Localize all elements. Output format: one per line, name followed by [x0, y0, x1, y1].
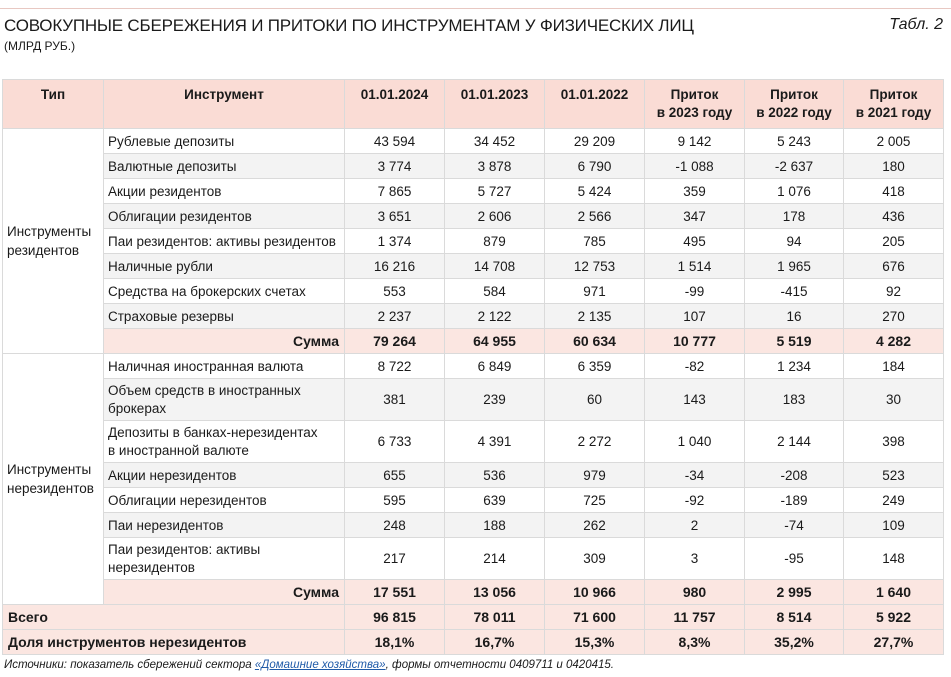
share-value: 15,3% — [545, 630, 645, 655]
top-rule — [0, 8, 951, 9]
value-cell: 2 — [645, 513, 745, 538]
col-header-inflow-2021 — [844, 80, 944, 129]
value-cell: -208 — [745, 463, 844, 488]
instrument-line2: брокерах — [108, 400, 167, 416]
total-value: 96 815 — [345, 605, 445, 630]
value-cell: -99 — [645, 279, 745, 304]
sum-value: 79 264 — [345, 329, 445, 354]
instrument-cell — [104, 421, 345, 463]
instrument-line1: Паи резидентов: активы — [108, 541, 261, 557]
value-cell: -415 — [745, 279, 844, 304]
instrument-cell: Наличная иностранная валюта — [104, 354, 345, 379]
value-cell: 2 135 — [545, 304, 645, 329]
value-cell: 14 708 — [445, 254, 545, 279]
share-value: 35,2% — [745, 630, 844, 655]
col-header-inflow-2023 — [645, 80, 745, 129]
table-row — [3, 354, 944, 379]
instrument-cell: Акции нерезидентов — [104, 463, 345, 488]
source-link[interactable]: «Домашние хозяйства» — [254, 659, 386, 671]
value-cell: 180 — [844, 154, 944, 179]
instrument-cell: Облигации нерезидентов — [104, 488, 345, 513]
value-cell: 553 — [345, 279, 445, 304]
sum-value: 2 995 — [745, 580, 844, 605]
table-row — [3, 179, 944, 204]
sum-value: 10 777 — [645, 329, 745, 354]
total-value: 78 011 — [445, 605, 545, 630]
value-cell: 3 878 — [445, 154, 545, 179]
type-label-line2: резидентов — [7, 243, 80, 258]
share-value: 27,7% — [844, 630, 944, 655]
value-cell: 979 — [545, 463, 645, 488]
table-subtitle: (МЛРД РУБ.) — [4, 39, 76, 53]
col-header-inflow-2022-l2: в 2022 году — [756, 105, 832, 120]
sum-row-residents — [3, 329, 944, 354]
value-cell: 523 — [844, 463, 944, 488]
value-cell: 8 722 — [345, 354, 445, 379]
instrument-line2: в иностранной валюте — [108, 442, 249, 458]
value-cell: 60 — [545, 379, 645, 421]
table-row — [3, 279, 944, 304]
value-cell: 584 — [445, 279, 545, 304]
instrument-cell: Средства на брокерских счетах — [104, 279, 345, 304]
value-cell: 178 — [745, 204, 844, 229]
value-cell: 2 144 — [745, 421, 844, 463]
col-header-inflow-2021-l1: Приток — [869, 87, 918, 102]
sum-value: 4 282 — [844, 329, 944, 354]
value-cell: 262 — [545, 513, 645, 538]
instrument-cell: Акции резидентов — [104, 179, 345, 204]
sum-label: Сумма — [104, 580, 345, 605]
value-cell: 270 — [844, 304, 944, 329]
col-header-2023: 01.01.2023 — [445, 80, 545, 129]
value-cell: 29 209 — [545, 129, 645, 154]
value-cell: -1 088 — [645, 154, 745, 179]
value-cell: -34 — [645, 463, 745, 488]
type-cell-residents — [3, 129, 104, 354]
value-cell: 217 — [345, 538, 445, 580]
value-cell: 639 — [445, 488, 545, 513]
value-cell: 92 — [844, 279, 944, 304]
value-cell: 495 — [645, 229, 745, 254]
share-value: 16,7% — [445, 630, 545, 655]
table-title: СОВОКУПНЫЕ СБЕРЕЖЕНИЯ И ПРИТОКИ ПО ИНСТРУМЕНТАМ У ФИЗИЧЕСКИХ ЛИЦ — [4, 16, 694, 35]
total-value: 11 757 — [645, 605, 745, 630]
value-cell: 1 076 — [745, 179, 844, 204]
value-cell: 1 374 — [345, 229, 445, 254]
instrument-line2: нерезидентов — [108, 559, 195, 575]
value-cell: 1 965 — [745, 254, 844, 279]
value-cell: 5 243 — [745, 129, 844, 154]
col-header-instrument: Инструмент — [104, 80, 345, 129]
instrument-cell: Рублевые депозиты — [104, 129, 345, 154]
sum-value: 13 056 — [445, 580, 545, 605]
value-cell: 5 727 — [445, 179, 545, 204]
value-cell: 1 514 — [645, 254, 745, 279]
source-prefix: Источники: показатель сбережений сектора — [4, 659, 255, 671]
table-row — [3, 154, 944, 179]
value-cell: 359 — [645, 179, 745, 204]
table-row — [3, 421, 944, 463]
instrument-line1: Депозиты в банках-нерезидентах — [108, 424, 318, 440]
table-row — [3, 379, 944, 421]
share-value: 8,3% — [645, 630, 745, 655]
value-cell: 12 753 — [545, 254, 645, 279]
value-cell: 879 — [445, 229, 545, 254]
table-row — [3, 513, 944, 538]
total-value: 5 922 — [844, 605, 944, 630]
value-cell: 3 774 — [345, 154, 445, 179]
value-cell: -92 — [645, 488, 745, 513]
value-cell: 248 — [345, 513, 445, 538]
value-cell: 205 — [844, 229, 944, 254]
share-value: 18,1% — [345, 630, 445, 655]
table-row — [3, 204, 944, 229]
value-cell: 6 733 — [345, 421, 445, 463]
instrument-line1: Объем средств в иностранных — [108, 382, 301, 398]
instrument-cell: Облигации резидентов — [104, 204, 345, 229]
instrument-cell: Валютные депозиты — [104, 154, 345, 179]
value-cell: 655 — [345, 463, 445, 488]
value-cell: 9 142 — [645, 129, 745, 154]
value-cell: 2 237 — [345, 304, 445, 329]
value-cell: 785 — [545, 229, 645, 254]
value-cell: 148 — [844, 538, 944, 580]
type-cell-nonresidents — [3, 354, 104, 605]
sum-value: 10 966 — [545, 580, 645, 605]
value-cell: 971 — [545, 279, 645, 304]
sum-value: 1 640 — [844, 580, 944, 605]
value-cell: 184 — [844, 354, 944, 379]
type-label-line2: нерезидентов — [7, 481, 94, 496]
sum-value: 5 519 — [745, 329, 844, 354]
value-cell: 2 606 — [445, 204, 545, 229]
value-cell: 6 359 — [545, 354, 645, 379]
value-cell: 188 — [445, 513, 545, 538]
value-cell: 595 — [345, 488, 445, 513]
table-row — [3, 304, 944, 329]
instrument-cell — [104, 379, 345, 421]
value-cell: 214 — [445, 538, 545, 580]
value-cell: 2 005 — [844, 129, 944, 154]
value-cell: 1 040 — [645, 421, 745, 463]
value-cell: 5 424 — [545, 179, 645, 204]
value-cell: 3 — [645, 538, 745, 580]
source-suffix: , формы отчетности 0409711 и 0420415. — [385, 659, 614, 671]
instrument-cell: Наличные рубли — [104, 254, 345, 279]
value-cell: 34 452 — [445, 129, 545, 154]
sum-label: Сумма — [104, 329, 345, 354]
value-cell: 109 — [844, 513, 944, 538]
instrument-cell: Паи нерезидентов — [104, 513, 345, 538]
value-cell: 2 122 — [445, 304, 545, 329]
table-row — [3, 538, 944, 580]
value-cell: -2 637 — [745, 154, 844, 179]
savings-table — [2, 79, 944, 655]
value-cell: 16 216 — [345, 254, 445, 279]
value-cell: 2 272 — [545, 421, 645, 463]
sum-value: 60 634 — [545, 329, 645, 354]
col-header-inflow-2021-l2: в 2021 году — [855, 105, 932, 120]
value-cell: 347 — [645, 204, 745, 229]
table-number-label: Табл. 2 — [889, 16, 943, 33]
value-cell: 676 — [844, 254, 944, 279]
value-cell: 7 865 — [345, 179, 445, 204]
sum-value: 64 955 — [445, 329, 545, 354]
value-cell: 16 — [745, 304, 844, 329]
total-label: Всего — [3, 605, 345, 630]
value-cell: 239 — [445, 379, 545, 421]
table-row — [3, 229, 944, 254]
type-label-line1: Инструменты — [7, 224, 92, 239]
value-cell: 1 234 — [745, 354, 844, 379]
instrument-cell: Паи резидентов: активы резидентов — [104, 229, 345, 254]
value-cell: 4 391 — [445, 421, 545, 463]
value-cell: 398 — [844, 421, 944, 463]
sum-row-nonresidents — [3, 580, 944, 605]
value-cell: 249 — [844, 488, 944, 513]
table-row — [3, 254, 944, 279]
header-row — [3, 80, 944, 129]
table-row — [3, 129, 944, 154]
col-header-type: Тип — [3, 80, 104, 129]
value-cell: 6 849 — [445, 354, 545, 379]
value-cell: 2 566 — [545, 204, 645, 229]
col-header-2024: 01.01.2024 — [345, 80, 445, 129]
value-cell: 6 790 — [545, 154, 645, 179]
value-cell: 418 — [844, 179, 944, 204]
col-header-2022: 01.01.2022 — [545, 80, 645, 129]
value-cell: 107 — [645, 304, 745, 329]
value-cell: -74 — [745, 513, 844, 538]
share-row — [3, 630, 944, 655]
value-cell: 725 — [545, 488, 645, 513]
type-label-line1: Инструменты — [7, 462, 92, 477]
total-value: 71 600 — [545, 605, 645, 630]
value-cell: 3 651 — [345, 204, 445, 229]
value-cell: -95 — [745, 538, 844, 580]
value-cell: 536 — [445, 463, 545, 488]
value-cell: 309 — [545, 538, 645, 580]
value-cell: -82 — [645, 354, 745, 379]
total-row — [3, 605, 944, 630]
value-cell: 43 594 — [345, 129, 445, 154]
value-cell: 436 — [844, 204, 944, 229]
total-value: 8 514 — [745, 605, 844, 630]
col-header-inflow-2023-l2: в 2023 году — [656, 105, 733, 120]
value-cell: 143 — [645, 379, 745, 421]
col-header-inflow-2023-l1: Приток — [670, 87, 719, 102]
col-header-inflow-2022 — [745, 80, 844, 129]
table-row — [3, 488, 944, 513]
table-row — [3, 463, 944, 488]
value-cell: 30 — [844, 379, 944, 421]
instrument-cell: Страховые резервы — [104, 304, 345, 329]
sum-value: 17 551 — [345, 580, 445, 605]
source-note — [4, 659, 614, 671]
value-cell: 381 — [345, 379, 445, 421]
share-label: Доля инструментов нерезидентов — [3, 630, 345, 655]
value-cell: 94 — [745, 229, 844, 254]
col-header-inflow-2022-l1: Приток — [770, 87, 818, 102]
instrument-cell — [104, 538, 345, 580]
sum-value: 980 — [645, 580, 745, 605]
value-cell: -189 — [745, 488, 844, 513]
value-cell: 183 — [745, 379, 844, 421]
